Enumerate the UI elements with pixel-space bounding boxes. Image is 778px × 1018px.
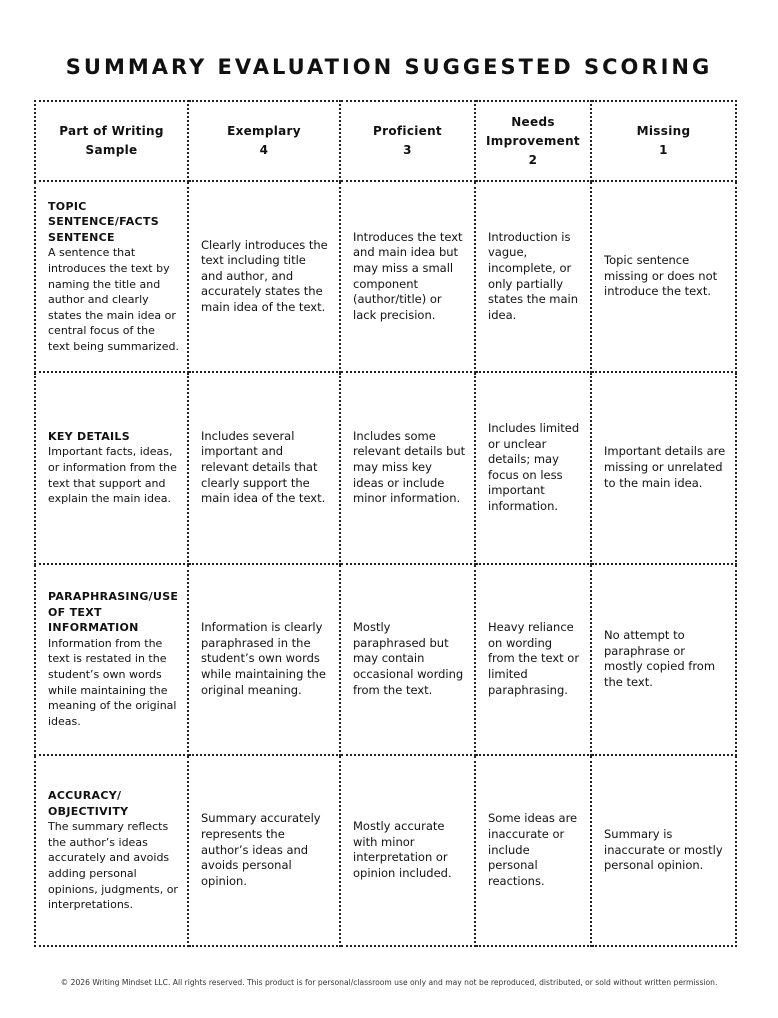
missing-cell: Topic sentence missing or does not introduce the text.: [591, 181, 736, 372]
proficient-cell: Mostly accurate with minor interpretation or opinion included.: [340, 755, 475, 946]
header-label: Missing: [636, 124, 691, 138]
header-label: Exemplary: [227, 124, 301, 138]
exemplary-cell: Clearly introduces the text including title and author, and accurately states the main idea of the text.: [188, 181, 340, 372]
criterion-title: PARAPHRASING/USE OF TEXT INFORMATION: [48, 589, 179, 635]
proficient-cell: Mostly paraphrased but may contain occasional wording from the text.: [340, 564, 475, 755]
criterion-cell: [35, 755, 188, 946]
header-score: 4: [259, 143, 269, 157]
criterion-title: TOPIC SENTENCE/FACTS SENTENCE: [48, 199, 159, 244]
criterion-cell: [35, 372, 188, 563]
rubric-row-accuracy: [35, 755, 736, 946]
page-title: SUMMARY EVALUATION SUGGESTED SCORING: [65, 55, 713, 79]
criterion-cell: [35, 181, 188, 372]
missing-cell: Summary is inaccurate or mostly personal opinion.: [591, 755, 736, 946]
needs-improvement-cell: Introduction is vague, incomplete, or only partially states the main idea.: [475, 181, 591, 372]
proficient-cell: Includes some relevant details but may miss key ideas or include minor information.: [340, 372, 475, 563]
header-needs-improvement: [475, 101, 591, 181]
header-label: Part of Writing Sample: [59, 124, 164, 157]
header-part-of-writing-sample: [35, 101, 188, 181]
header-row: [35, 101, 736, 181]
proficient-cell: Introduces the text and main idea but may miss a small component (author/title) or lack precision.: [340, 181, 475, 372]
exemplary-cell: Summary accurately represents the author’s ideas and avoids personal opinion.: [188, 755, 340, 946]
rubric-row-topic-sentence: [35, 181, 736, 372]
criterion-description: The summary reflects the author’s ideas accurately and avoids adding personal opinions, judgments, or interpretations.: [48, 820, 178, 912]
header-score: 1: [659, 143, 668, 157]
criterion-description: Important facts, ideas, or information from the text that support and explain the main idea.: [48, 445, 177, 506]
copyright-footer: © 2026 Writing Mindset LLC. All rights reserved. This product is for personal/classroom use only and may not be reproduced, distributed, or sold without written permission.: [60, 978, 718, 987]
exemplary-cell: Information is clearly paraphrased in the student’s own words while maintaining the original meaning.: [188, 564, 340, 755]
header-score: 3: [403, 143, 412, 157]
criterion-description: A sentence that introduces the text by naming the title and author and clearly states the main idea or central focus of the text being summarized.: [48, 246, 179, 353]
needs-improvement-cell: Some ideas are inaccurate or include personal reactions.: [475, 755, 591, 946]
header-score: 2: [528, 152, 538, 167]
needs-improvement-cell: Heavy reliance on wording from the text or limited paraphrasing.: [475, 564, 591, 755]
header-missing: [591, 101, 736, 181]
criterion-cell: [35, 564, 188, 755]
criterion-description: Information from the text is restated in the student’s own words while maintaining the meaning of the original ideas.: [48, 636, 177, 728]
scoring-rubric-table: [34, 100, 737, 947]
criterion-title: ACCURACY/ OBJECTIVITY: [48, 789, 129, 818]
rubric-row-paraphrasing: [35, 564, 736, 755]
header-exemplary: [188, 101, 340, 181]
exemplary-cell: Includes several important and relevant details that clearly support the main idea of the text.: [188, 372, 340, 563]
needs-improvement-cell: Includes limited or unclear details; may focus on less important information.: [475, 372, 591, 563]
header-label: Needs Improvement: [486, 114, 580, 148]
missing-cell: No attempt to paraphrase or mostly copied from the text.: [591, 564, 736, 755]
criterion-title: KEY DETAILS: [48, 429, 130, 443]
header-label: Proficient: [373, 124, 442, 138]
rubric-row-key-details: [35, 372, 736, 563]
missing-cell: Important details are missing or unrelated to the main idea.: [591, 372, 736, 563]
header-proficient: [340, 101, 475, 181]
